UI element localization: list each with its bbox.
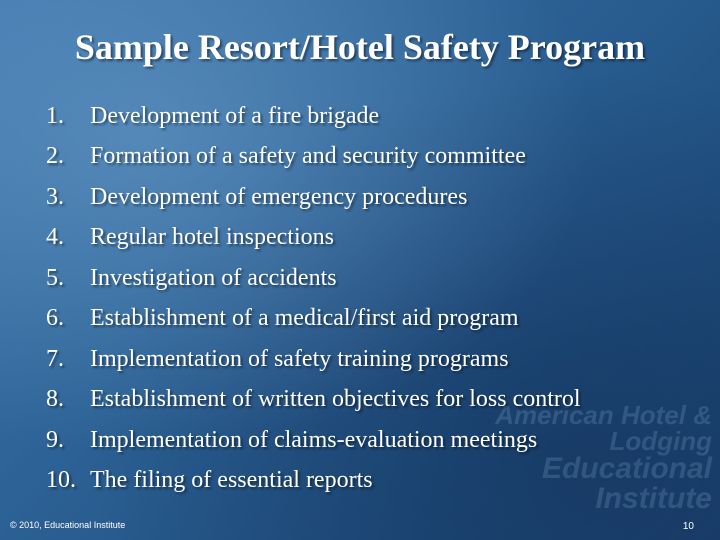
list-item (46, 96, 581, 137)
item-text: Establishment of written objectives for loss control (90, 386, 581, 413)
item-number: 2. (46, 143, 64, 170)
item-text: Formation of a safety and security committee (90, 143, 526, 170)
list-item (46, 339, 581, 380)
item-number: 4. (46, 224, 64, 251)
page-number: 10 (682, 521, 694, 532)
watermark-line: Lodging (609, 426, 712, 456)
item-text: Development of emergency procedures (90, 183, 468, 210)
item-number: 6. (46, 305, 64, 332)
list-item (46, 299, 581, 340)
item-text: Regular hotel inspections (90, 224, 334, 251)
list-item (46, 258, 581, 299)
item-text: Implementation of claims-evaluation meetings (90, 426, 538, 453)
list-item (46, 461, 581, 502)
watermark-line: Educational Institute (541, 452, 712, 515)
item-text: Implementation of safety training programs (90, 345, 509, 372)
item-number: 5. (46, 264, 64, 291)
item-number: 8. (46, 386, 64, 413)
list-item (46, 420, 581, 461)
item-text: Investigation of accidents (90, 264, 337, 291)
item-number: 10. (46, 467, 76, 494)
footer-copyright: © 2010, Educational Institute (10, 520, 126, 530)
program-list (46, 96, 581, 501)
item-text: Development of a fire brigade (90, 102, 380, 129)
list-item (46, 380, 581, 421)
item-number: 7. (46, 345, 64, 372)
list-item (46, 177, 581, 218)
list-item (46, 137, 581, 178)
item-text: The filing of essential reports (90, 467, 373, 494)
watermark-line: American Hotel & (495, 400, 712, 430)
item-number: 1. (46, 102, 64, 129)
item-number: 3. (46, 183, 64, 210)
list-item (46, 218, 581, 259)
item-text: Establishment of a medical/first aid program (90, 305, 519, 332)
item-number: 9. (46, 426, 64, 453)
slide-title: Sample Resort/Hotel Safety Program (74, 27, 646, 67)
